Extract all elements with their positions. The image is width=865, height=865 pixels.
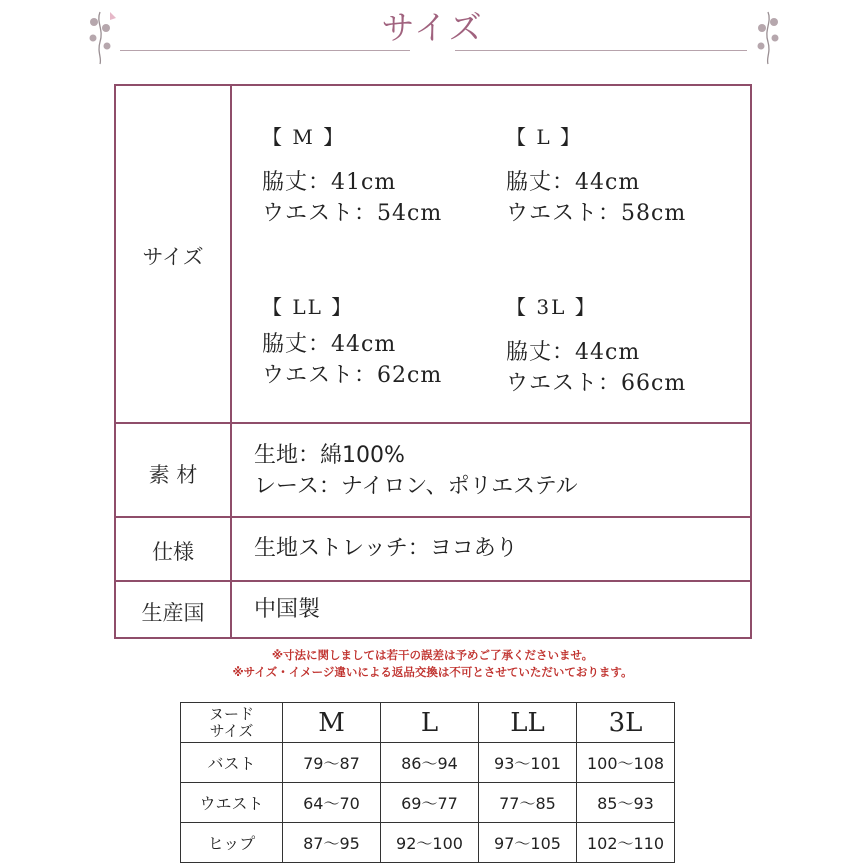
material-value [254, 440, 578, 502]
note-tolerance: ※寸法に関しましては若干の誤差は予めご了承くださいませ。 [271, 648, 594, 662]
size-m-heading: 【 M 】 [262, 125, 346, 149]
size-m-waist: ウエスト：54cm [262, 201, 443, 226]
title-divider-right [455, 50, 747, 51]
table-row [181, 743, 675, 783]
spec-value: 生地ストレッチ：ヨコあり [254, 536, 518, 561]
size-m [262, 122, 442, 229]
table-cell: 92〜100 [381, 823, 479, 863]
table-cell: 87〜95 [283, 823, 381, 863]
label-material: 素 材 [148, 463, 198, 487]
row-label-bust: バスト [181, 743, 283, 783]
spec-table [114, 84, 752, 639]
size-l-heading: 【 L 】 [506, 125, 582, 149]
material-fabric: 生地：綿100% [254, 443, 405, 468]
size-m-length: 脇丈：41cm [262, 170, 397, 195]
table-row [181, 823, 675, 863]
table-cell: 85〜93 [577, 783, 675, 823]
row-divider [116, 516, 750, 518]
size-ll [262, 292, 442, 391]
material-lace: レース：ナイロン、ポリエステル [254, 474, 578, 499]
size-l-waist: ウエスト：58cm [506, 201, 687, 226]
header-m: M [283, 703, 381, 743]
table-cell: 100〜108 [577, 743, 675, 783]
table-cell: 102〜110 [577, 823, 675, 863]
table-cell: 93〜101 [479, 743, 577, 783]
column-divider [230, 86, 232, 637]
row-divider [116, 580, 750, 582]
row-label-hip: ヒップ [181, 823, 283, 863]
size-3l [506, 292, 686, 399]
table-header-row [181, 703, 675, 743]
size-3l-waist: ウエスト：66cm [506, 371, 687, 396]
size-l [506, 122, 686, 229]
page-title: サイズ [381, 8, 484, 47]
origin-value: 中国製 [254, 597, 321, 622]
corner-cell [181, 703, 283, 743]
notes [0, 647, 865, 681]
header-ll: LL [479, 703, 577, 743]
table-cell: 69〜77 [381, 783, 479, 823]
size-ll-waist: ウエスト：62cm [262, 363, 443, 388]
table-cell: 97〜105 [479, 823, 577, 863]
table-cell: 79〜87 [283, 743, 381, 783]
label-spec: 仕様 [152, 540, 194, 564]
table-cell: 64〜70 [283, 783, 381, 823]
table-row [181, 783, 675, 823]
label-size: サイズ [142, 245, 204, 269]
label-origin: 生産国 [141, 601, 205, 625]
corner-line-1: ヌード [208, 704, 254, 723]
title-divider-left [120, 50, 410, 51]
header-3l: 3L [577, 703, 675, 743]
row-divider [116, 422, 750, 424]
table-cell: 86〜94 [381, 743, 479, 783]
size-ll-heading: 【 LL 】 [262, 295, 354, 319]
corner-line-2: サイズ [209, 721, 254, 740]
nude-size-table [180, 702, 675, 863]
size-3l-length: 脇丈：44cm [506, 340, 641, 365]
size-ll-length: 脇丈：44cm [262, 332, 397, 357]
size-3l-heading: 【 3L 】 [506, 295, 597, 319]
row-label-waist: ウエスト [181, 783, 283, 823]
table-cell: 77〜85 [479, 783, 577, 823]
header-l: L [381, 703, 479, 743]
note-no-returns: ※サイズ・イメージ違いによる返品交換は不可とさせていただいております。 [232, 665, 633, 679]
size-l-length: 脇丈：44cm [506, 170, 641, 195]
